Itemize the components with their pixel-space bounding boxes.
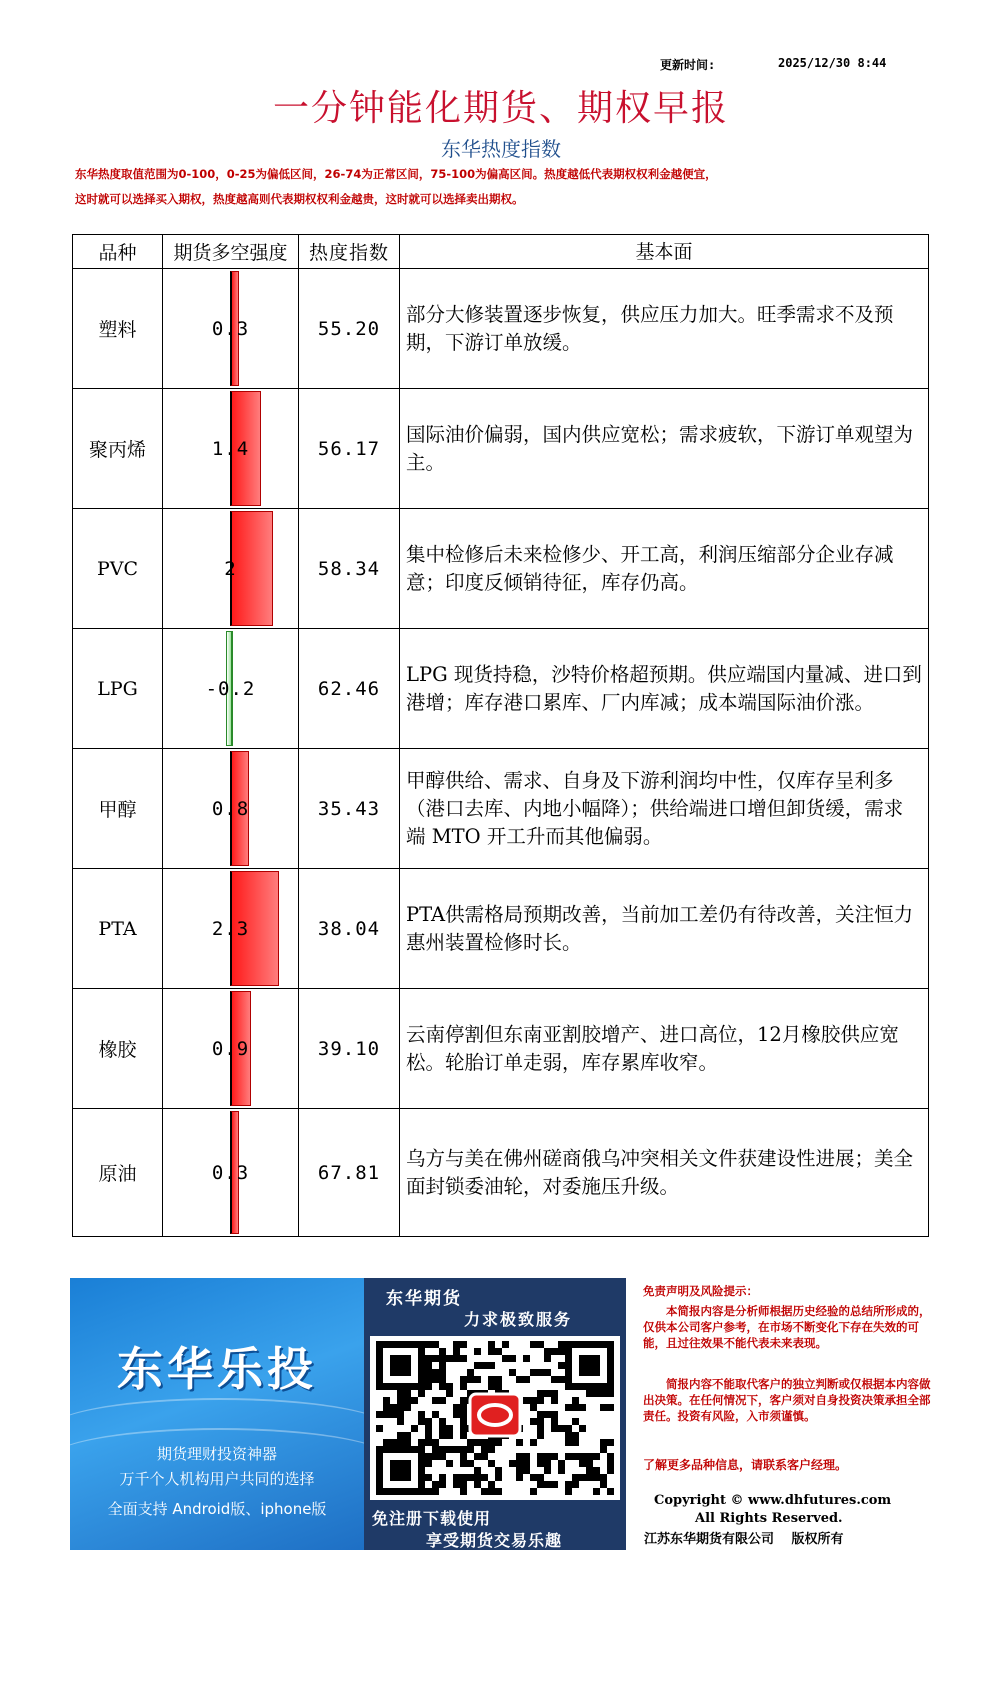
page-title: 一分钟能化期货、期权早报 [272,88,729,129]
row-basic: PTA供需格局预期改善，当前加工差仍有待改善，关注恒力惠州装置检修时长。 [400,869,929,989]
copyright-line-2: All Rights Reserved. [695,1511,843,1526]
row-basic: 甲醇供给、需求、自身及下游利润均中性，仅库存呈利多（港口去库、内地小幅降）；供给端进口增但卸货缓，需求端 MTO 开工升而其他偏弱。 [400,749,929,869]
qr-code-icon[interactable] [370,1336,620,1500]
copyright-line-3: 江苏东华期货有限公司 版权所有 [644,1532,844,1547]
header-heat: 热度指数 [299,235,400,269]
report-table [72,234,929,1237]
table-row [73,749,929,869]
strength-value: 1.4 [211,437,250,460]
update-time-label: 更新时间: [660,58,716,72]
row-heat: 56.17 [299,389,400,509]
page-subtitle: 东华热度指数 [441,137,561,161]
table-header-row [73,235,929,269]
strength-value: 0.9 [211,1037,250,1060]
row-strength [163,269,299,389]
banner-slogan-3: 全面支持 Android版、iphone版 [107,1500,327,1518]
row-heat: 62.46 [299,629,400,749]
strength-value: 0.8 [211,797,250,820]
header-strength: 期货多空强度 [163,235,299,269]
row-name: 原油 [73,1109,163,1237]
strength-value: 0.3 [211,317,250,340]
row-strength [163,629,299,749]
table-row [73,389,929,509]
row-strength [163,749,299,869]
row-heat: 67.81 [299,1109,400,1237]
table-row [73,1109,929,1237]
qr-heading-2: 力求极致服务 [464,1310,573,1329]
strength-value: 0.3 [211,1161,250,1184]
table-row [73,869,929,989]
row-basic: 国际油价偏弱，国内供应宽松；需求疲软，下游订单观望为主。 [400,389,929,509]
strength-value: -0.2 [205,677,256,700]
banner-slogan-2: 万千个人机构用户共同的选择 [119,1470,315,1488]
row-heat: 58.34 [299,509,400,629]
copyright-line-1: Copyright © www.dhfutures.com [654,1493,892,1508]
qr-footer-1: 免注册下载使用 [372,1509,492,1528]
table-row [73,629,929,749]
banner-brand: 东华乐投 [117,1342,317,1396]
qr-panel [364,1278,626,1550]
row-heat: 38.04 [299,869,400,989]
heat-description-line2: 这时就可以选择买入期权，热度越高则代表期权权利金越贵，这时就可以选择卖出期权。 [75,192,524,206]
app-banner [70,1278,364,1550]
strength-value: 2 [224,557,237,580]
row-basic: 云南停割但东南亚割胶增产、进口高位，12月橡胶供应宽松。轮胎订单走弱，库存累库收窄。 [400,989,929,1109]
row-name: 塑料 [73,269,163,389]
more-info-text: 了解更多品种信息，请联系客户经理。 [643,1458,848,1472]
row-name: 甲醇 [73,749,163,869]
qr-heading-1: 东华期货 [386,1289,462,1309]
table-row [73,509,929,629]
row-strength [163,989,299,1109]
row-name: PTA [73,869,163,989]
row-basic: 部分大修装置逐步恢复，供应压力加大。旺季需求不及预期，下游订单放缓。 [400,269,929,389]
row-basic: 集中检修后未来检修少、开工高，利润压缩部分企业存减意；印度反倾销待征，库存仍高。 [400,509,929,629]
row-heat: 35.43 [299,749,400,869]
disclaimer-paragraph-2: 简报内容不能取代客户的独立判断或仅根据本内容做出决策。在任何情况下，客户须对自身投资决策承担全部责任。投资有风险，入市须谨慎。 [643,1377,931,1423]
heat-description-line1: 东华热度取值范围为0-100，0-25为偏低区间，26-74为正常区间，75-100为偏高区间。热度越低代表期权权利金越便宜， [75,167,717,181]
disclaimer-paragraph-1: 本简报内容是分析师根据历史经验的总结所形成的，仅供本公司客户参考，在市场不断变化下存在失效的可能，且过往效果不能代表未来表现。 [643,1304,931,1350]
row-strength [163,389,299,509]
table-row [73,989,929,1109]
strength-value: 2.3 [211,917,250,940]
row-heat: 55.20 [299,269,400,389]
qr-footer-2: 享受期货交易乐趣 [426,1531,563,1550]
update-time-value: 2025/12/30 8:44 [778,56,887,70]
row-strength [163,509,299,629]
row-heat: 39.10 [299,989,400,1109]
row-name: PVC [73,509,163,629]
row-name: 聚丙烯 [73,389,163,509]
row-strength [163,869,299,989]
disclaimer-title: 免责声明及风险提示： [643,1284,758,1298]
table-row [73,269,929,389]
banner-slogan-1: 期货理财投资神器 [156,1445,277,1463]
row-basic: 乌方与美在佛州磋商俄乌冲突相关文件获建设性进展；美全面封锁委油轮，对委施压升级。 [400,1109,929,1237]
header-basic: 基本面 [400,235,929,269]
row-name: LPG [73,629,163,749]
header-name: 品种 [73,235,163,269]
row-strength [163,1109,299,1237]
row-name: 橡胶 [73,989,163,1109]
row-basic: LPG 现货持稳，沙特价格超预期。供应端国内量减、进口到港增；库存港口累库、厂内库减；成本端国际油价涨。 [400,629,929,749]
